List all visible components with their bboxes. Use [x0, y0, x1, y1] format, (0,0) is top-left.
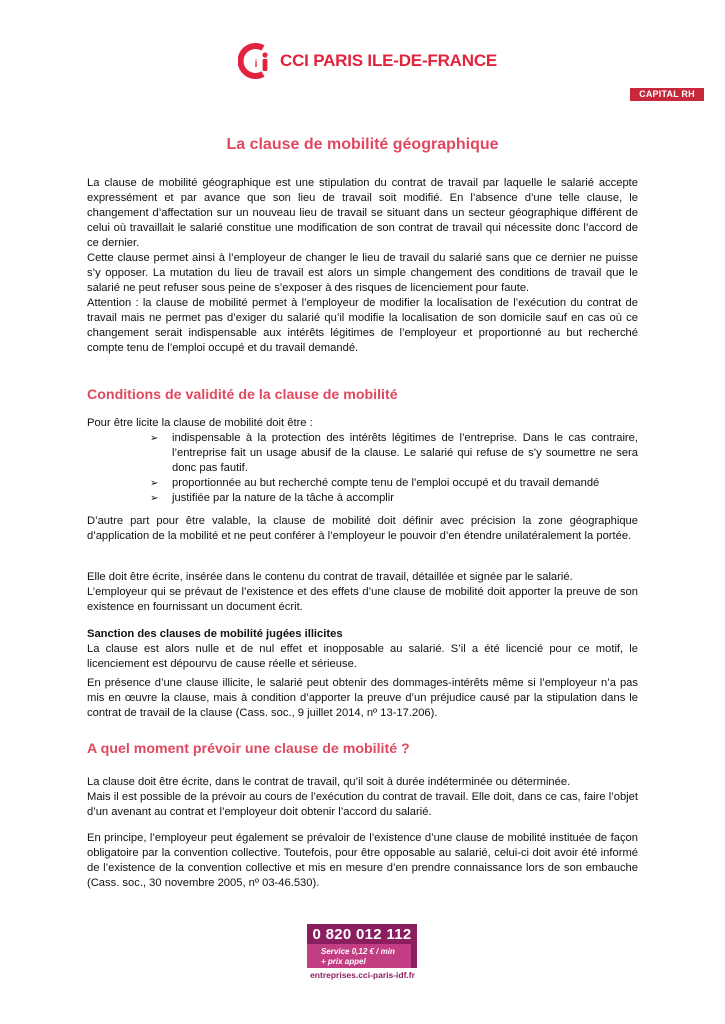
sanction-block: [87, 627, 638, 672]
intro-paragraph-3: Attention : la clause de mobilité permet à l’employeur de modifier la localisation de l’exécution du contrat de travail mais ne permet pas d’exiger du salarié qu’il modifie la localisation de son domicile sauf en cas où ce changement serait indispensable aux intérêts légitimes de l’employeur et proportionné au but recherché compte tenu de l’emploi occupé et du travail demandé.: [87, 297, 638, 354]
tarif-line-1: Service 0,12 € / min: [321, 947, 395, 956]
arrow-bullet-icon: ➢: [150, 433, 159, 444]
section-heading-moment: A quel moment prévoir une clause de mobilité ?: [87, 741, 410, 757]
intro-paragraph-2: Cette clause permet ainsi à l’employeur de changer le lieu de travail du salarié sans que ce dernier ne puisse s’y opposer. La mutation du lieu de travail est alors un simple changement des conditions de travail que le salarié ne peut refuser sous peine de s’exposer à des risques de licenciement pour faute.: [87, 252, 638, 294]
tarif-line-2: + prix appel: [321, 957, 366, 966]
phone-number: 0 820 012 112: [312, 926, 412, 943]
logo-text: CCI PARIS ILE-DE-FRANCE: [280, 51, 498, 70]
conditions-list: [150, 431, 638, 506]
intro-paragraph-1: La clause de mobilité géographique est une stipulation du contrat de travail par laquelle le salarié accepte expressément et par avance que son lieu de travail soit modifié. En l’absence d’une telle clause, le changement d’affectation sur un nouveau lieu de travail se situant dans un secteur géographique différent de celui où travaillait le salarié constitue une modification de son contrat de travail qui nécessite donc l’accord de ce dernier.: [87, 177, 638, 249]
page-title: La clause de mobilité géographique: [226, 136, 499, 153]
written-paragraph-2: L’employeur qui se prévaut de l’existence et des effets d’une clause de mobilité doit apporter la preuve de son existence en fournissant un document écrit.: [87, 586, 638, 613]
arrow-bullet-icon: ➢: [150, 493, 159, 504]
list-item: ➢ proportionnée au but recherché compte tenu de l’emploi occupé et du travail demandé: [150, 477, 600, 489]
zone-paragraph: D’autre part pour être valable, la clause de mobilité doit définir avec précision la zone géographique d’application de la mobilité et ne peut conférer à l’employeur le pouvoir d’en étendre unilatéralement la portée.: [87, 515, 638, 542]
sanction-heading: Sanction des clauses de mobilité jugées illicites: [87, 628, 343, 640]
sanction-paragraph: La clause est alors nulle et de nul effet et inopposable au salarié. S’il a été licencié pour ce motif, le licenciement est dépourvu de cause réelle et sérieuse.: [87, 643, 638, 670]
convention-paragraph: En principe, l’employeur peut également se prévaloir de l’existence d’une clause de mobilité instituée de façon obligatoire par la convention collective. Toutefois, pour être opposable au salarié, celui-ci doit avoir été informé de l’existence de la convention collective et mis en mesure d’en prendre connaissance lors de son embauche (Cass. soc., 30 novembre 2005, nº 03-46.530).: [87, 832, 638, 889]
arrow-bullet-icon: ➢: [150, 478, 159, 489]
list-item: ➢ indispensable à la protection des intérêts légitimes de l’entreprise. Dans le cas contraire, l’entreprise fait un usage abusif de la clause. Le salarié qui refuse de s’y soumettre ne sera donc pas fautif.: [150, 432, 638, 474]
section-heading-conditions: Conditions de validité de la clause de mobilité: [87, 387, 398, 403]
conditions-lead: Pour être licite la clause de mobilité doit être :: [87, 417, 313, 429]
phone-banner: [307, 924, 417, 968]
written-line-1: Elle doit être écrite, insérée dans le contenu du contrat de travail, détaillée et signée par le salarié.: [87, 571, 573, 583]
damages-paragraph: En présence d’une clause illicite, le salarié peut obtenir des dommages-intérêts même si l’employeur n’a pas mis en œuvre la clause, mais à condition d’apporter la preuve d’un préjudice causé par la stipulation dans le contrat de travail de la clause (Cass. soc., 9 juillet 2014, nº 13-17.206).: [87, 677, 638, 719]
list-item: ➢ justifiée par la nature de la tâche à accomplir: [150, 492, 395, 504]
tarif-box: [307, 944, 411, 968]
moment-line-1: La clause doit être écrite, dans le contrat de travail, qu’il soit à durée indéterminée ou déterminée.: [87, 776, 571, 788]
cci-logo-mark-icon: [238, 42, 274, 80]
cci-logo: [238, 42, 497, 80]
moment-paragraph-2: Mais il est possible de la prévoir au cours de l’exécution du contrat de travail. Elle doit, dans ce cas, faire l’objet d’un avenant au contrat et l’employeur doit obtenir l’accord du salarié.: [87, 791, 638, 818]
moment-block-1: [87, 775, 638, 820]
svg-text:i: i: [254, 59, 258, 70]
capital-rh-badge: CAPITAL RH: [630, 88, 704, 101]
intro-block: [87, 176, 638, 356]
written-block: [87, 570, 638, 615]
website-link[interactable]: entreprises.cci-paris-idf.fr: [310, 970, 415, 980]
